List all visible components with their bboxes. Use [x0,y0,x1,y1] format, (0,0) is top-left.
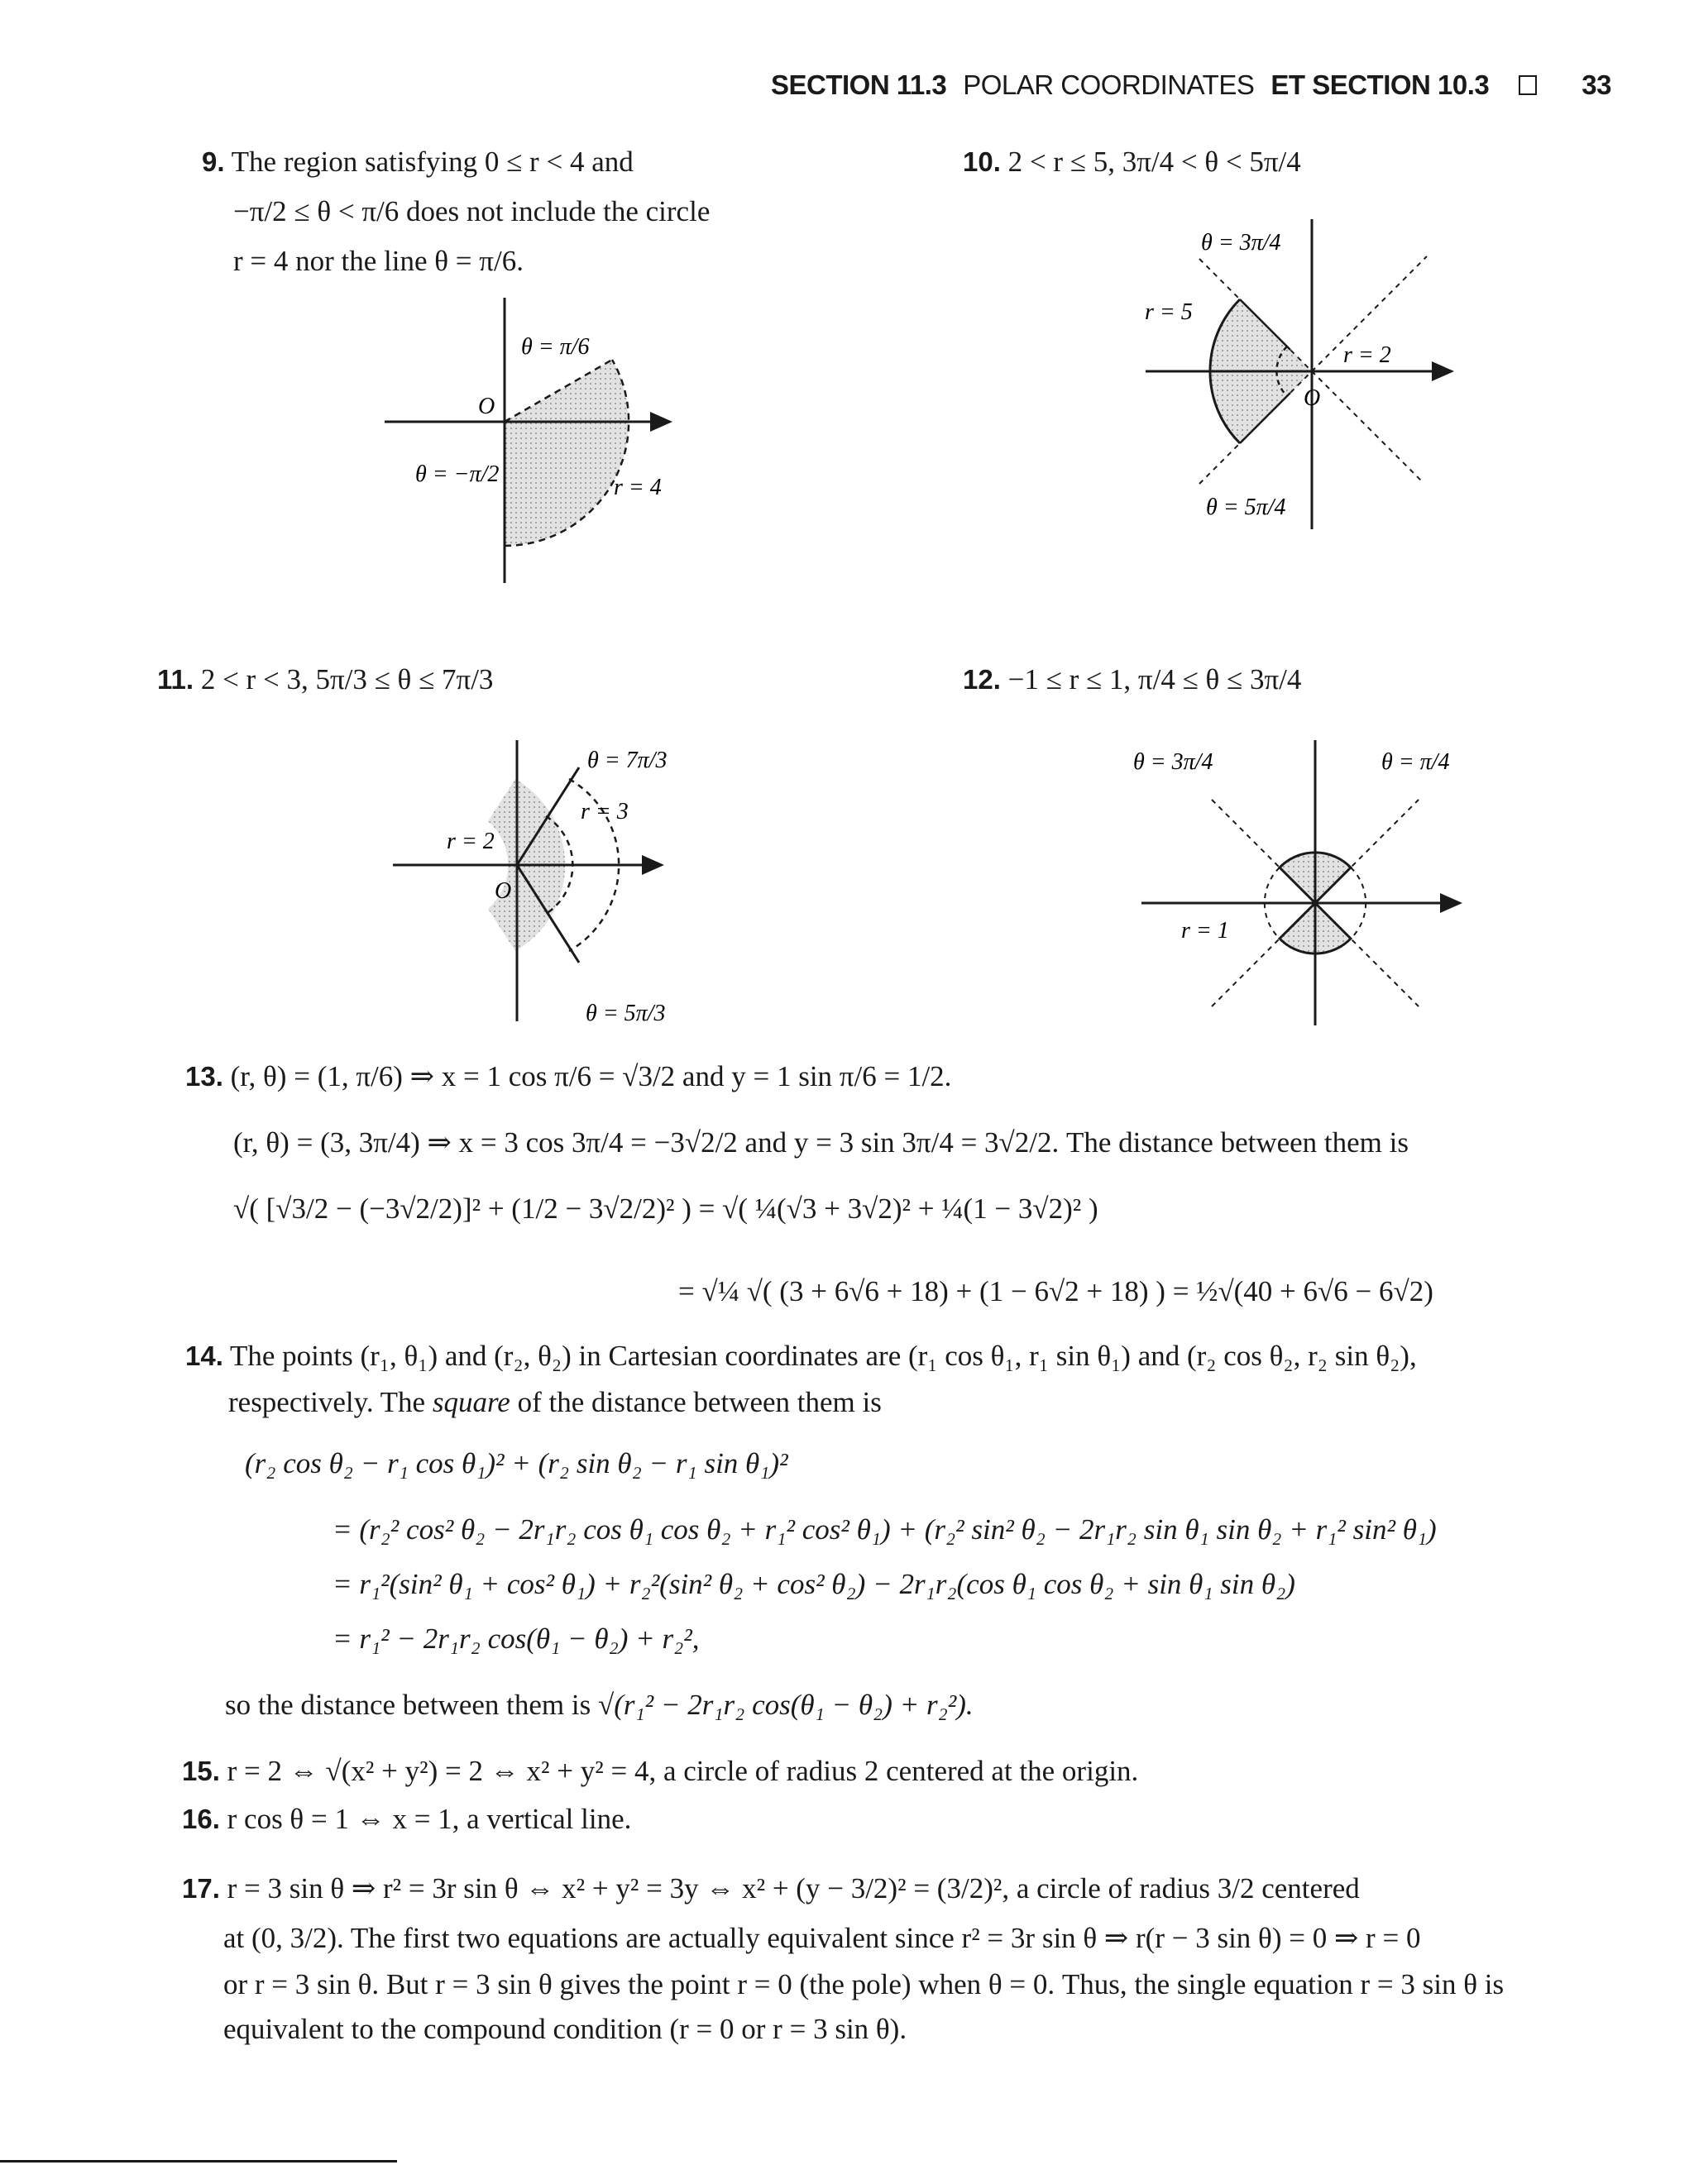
figure-12 [1133,736,1481,1034]
theta-right-label: θ = π/4 [1381,749,1450,775]
theta-bottom-label: θ = 5π/4 [1206,495,1286,520]
problem-13-line1: 13. (r, θ) = (1, π/6) ⇒ x = 1 cos π/6 = √3/2 and y = 1 sin π/6 = 1/2. [185,1060,952,1092]
problem-16: 16. r cos θ = 1 ⇔ x = 1, a vertical line. [182,1803,632,1835]
inner-radius-label: r = 2 [1343,342,1391,368]
problem-number: 13. [185,1061,223,1092]
problem-14-line2: respectively. The square of the distance between them is [228,1386,882,1418]
problem-number: 12. [963,664,1001,695]
problem-17-line1: 17. r = 3 sin θ ⇒ r² = 3r sin θ ⇔ x² + y² = 3y ⇔ x² + (y − 3/2)² = (3/2)², a circle of radius 3/2 centered [182,1872,1360,1904]
problem-10-line1: 10. 2 < r ≤ 5, 3π/4 < θ < 5π/4 [963,146,1301,178]
problem-number: 15. [182,1756,220,1786]
equation-line-4: = r₁² − 2r₁r₂ cos(θ₁ − θ₂) + r₂², [333,1622,700,1655]
problem-number: 16. [182,1804,220,1834]
problem-13-line4: = √¼ √( (3 + 6√6 + 18) + (1 − 6√2 + 18) ) = ½√(40 + 6√6 − 6√2) [678,1275,1433,1307]
problem-number: 10. [963,146,1001,177]
equation-line-1: (r₂ cos θ₂ − r₁ cos θ₁)² + (r₂ sin θ₂ − r₁ sin θ₁)² [245,1447,788,1479]
problem-11-line1: 11. 2 < r < 3, 5π/3 ≤ θ ≤ 7π/3 [157,663,494,695]
page-header [771,69,1611,101]
problem-number: 17. [182,1873,220,1904]
theta-top-label: θ = 7π/3 [587,748,668,773]
problem-number: 9. [202,146,225,177]
radius-label: r = 4 [614,475,662,500]
problem-14-line1: 14. The points (r₁, θ₁) and (r₂, θ₂) in Cartesian coordinates are (r₁ cos θ₁, r₁ sin θ₁) and (r₂ cos θ₂, r₂ sin θ₂), [185,1340,1417,1372]
box-icon [1519,75,1537,95]
theta-top-label: θ = 3π/4 [1201,230,1281,256]
problem-9-line1: 9. The region satisfying 0 ≤ r < 4 and [202,146,634,178]
problem-13-line3: √( [√3/2 − (−3√2/2)]² + (1/2 − 3√2/2)² ) = √( ¼(√3 + 3√2)² + ¼(1 − 3√2)² ) [233,1192,1098,1225]
theta-bottom-label: θ = 5π/3 [586,1001,666,1026]
problem-12-line1: 12. −1 ≤ r ≤ 1, π/4 ≤ θ ≤ 3π/4 [963,663,1302,695]
figure-11 [389,736,720,1034]
figure-10 [1141,215,1472,538]
problem-17-line2: at (0, 3/2). The first two equations are actually equivalent since r² = 3r sin θ ⇒ r(r − 3 sin θ) = 0 ⇒ r = 0 [223,1922,1421,1954]
figure-9 [380,298,711,595]
problem-15: 15. r = 2 ⇔ √(x² + y²) = 2 ⇔ x² + y² = 4, a circle of radius 2 centered at the origin. [182,1755,1139,1787]
problem-14-line3: so the distance between them is √(r₁² − 2r₁r₂ cos(θ₁ − θ₂) + r₂²). [225,1689,974,1721]
section-title: POLAR COORDINATES [963,69,1255,100]
problem-9-line2: −π/2 ≤ θ < π/6 does not include the circle [233,195,711,227]
problem-17-line4: equivalent to the compound condition (r = 0 or r = 3 sin θ). [223,2013,907,2045]
equation-line-3: = r₁²(sin² θ₁ + cos² θ₁) + r₂²(sin² θ₂ + cos² θ₂) − 2r₁r₂(cos θ₁ cos θ₂ + sin θ₁ sin θ₂) [333,1568,1295,1600]
theta-left-label: θ = 3π/4 [1133,749,1213,775]
theta-top-label: θ = π/6 [521,334,590,360]
origin-label: O [478,394,495,419]
problem-13-line2: (r, θ) = (3, 3π/4) ⇒ x = 3 cos 3π/4 = −3√2/2 and y = 3 sin 3π/4 = 3√2/2. The distance between them is [233,1126,1409,1159]
problem-number: 14. [185,1341,223,1371]
equation-line-2: = (r₂² cos² θ₂ − 2r₁r₂ cos θ₁ cos θ₂ + r₁² cos² θ₁) + (r₂² sin² θ₂ − 2r₁r₂ sin θ₁ sin θ₂ + r₁² sin² θ₁) [333,1513,1437,1546]
problem-number: 11. [157,664,194,695]
inner-radius-label: r = 2 [447,829,495,854]
problem-9-line3: r = 4 nor the line θ = π/6. [233,245,524,277]
theta-bottom-label: θ = −π/2 [415,461,500,487]
section-number: SECTION 11.3 [770,69,947,100]
origin-label: O [1304,385,1321,411]
origin-label: O [495,878,512,904]
radius-label: r = 1 [1181,918,1229,944]
outer-radius-label: r = 5 [1145,299,1193,325]
et-section: ET SECTION 10.3 [1270,69,1490,100]
shaded-region [505,360,629,546]
outer-radius-label: r = 3 [581,799,629,824]
page-number: 33 [1582,69,1611,100]
problem-17-line3: or r = 3 sin θ. But r = 3 sin θ gives the point r = 0 (the pole) when θ = 0. Thus, the single equation r = 3 sin θ is [223,1968,1505,2000]
footer-rule [0,2160,397,2162]
